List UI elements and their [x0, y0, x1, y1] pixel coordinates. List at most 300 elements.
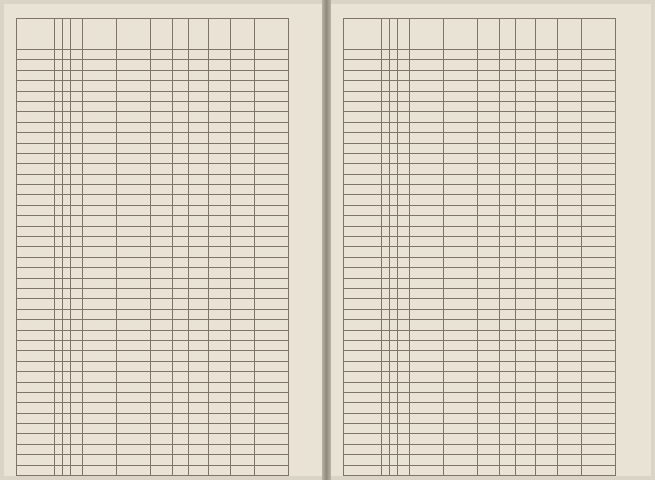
table-row	[17, 288, 289, 298]
table-cell	[83, 299, 117, 309]
table-cell	[231, 174, 255, 184]
table-cell	[444, 392, 478, 402]
table-cell	[209, 101, 231, 111]
table-cell	[410, 434, 444, 444]
table-cell	[63, 413, 71, 423]
table-cell	[83, 268, 117, 278]
table-cell	[516, 122, 536, 132]
table-cell	[255, 403, 289, 413]
table-cell	[173, 112, 189, 122]
table-cell	[500, 164, 516, 174]
table-cell	[173, 153, 189, 163]
table-cell	[478, 226, 500, 236]
table-cell	[516, 174, 536, 184]
column-header	[189, 19, 209, 50]
table-cell	[536, 112, 558, 122]
table-cell	[410, 226, 444, 236]
table-cell	[173, 455, 189, 465]
table-cell	[231, 60, 255, 70]
table-cell	[189, 153, 209, 163]
table-cell	[558, 309, 582, 319]
table-cell	[500, 216, 516, 226]
table-row	[344, 444, 616, 454]
table-cell	[478, 330, 500, 340]
table-cell	[209, 424, 231, 434]
table-cell	[444, 122, 478, 132]
table-cell	[500, 70, 516, 80]
table-cell	[173, 247, 189, 257]
table-cell	[558, 112, 582, 122]
table-cell	[382, 340, 390, 350]
table-cell	[558, 288, 582, 298]
table-cell	[117, 382, 151, 392]
table-cell	[344, 351, 382, 361]
table-cell	[398, 122, 410, 132]
table-cell	[83, 50, 117, 60]
table-cell	[151, 444, 173, 454]
table-cell	[151, 101, 173, 111]
table-cell	[17, 164, 55, 174]
table-cell	[536, 351, 558, 361]
table-cell	[582, 361, 616, 371]
table-cell	[516, 153, 536, 163]
table-cell	[117, 392, 151, 402]
column-header	[71, 19, 83, 50]
table-row	[17, 216, 289, 226]
table-cell	[444, 403, 478, 413]
table-cell	[398, 164, 410, 174]
right-page	[331, 4, 651, 476]
table-cell	[63, 372, 71, 382]
table-cell	[63, 288, 71, 298]
table-cell	[444, 278, 478, 288]
table-cell	[410, 413, 444, 423]
table-cell	[344, 91, 382, 101]
table-cell	[500, 257, 516, 267]
table-cell	[390, 50, 398, 60]
table-cell	[390, 216, 398, 226]
table-cell	[558, 403, 582, 413]
table-row	[344, 340, 616, 350]
table-cell	[151, 216, 173, 226]
table-cell	[536, 268, 558, 278]
table-cell	[71, 112, 83, 122]
table-cell	[255, 309, 289, 319]
table-cell	[390, 70, 398, 80]
table-cell	[444, 185, 478, 195]
table-cell	[558, 153, 582, 163]
table-cell	[231, 91, 255, 101]
table-cell	[189, 288, 209, 298]
table-cell	[17, 153, 55, 163]
table-cell	[398, 361, 410, 371]
table-cell	[410, 81, 444, 91]
table-cell	[558, 320, 582, 330]
table-cell	[255, 164, 289, 174]
table-cell	[151, 320, 173, 330]
table-cell	[231, 50, 255, 60]
table-cell	[17, 174, 55, 184]
table-cell	[71, 444, 83, 454]
table-cell	[478, 309, 500, 319]
table-cell	[582, 268, 616, 278]
table-cell	[582, 424, 616, 434]
table-cell	[83, 278, 117, 288]
table-cell	[444, 237, 478, 247]
table-cell	[63, 174, 71, 184]
table-row	[17, 60, 289, 70]
table-cell	[516, 247, 536, 257]
table-cell	[582, 205, 616, 215]
table-cell	[231, 70, 255, 80]
table-cell	[390, 268, 398, 278]
table-cell	[151, 185, 173, 195]
table-cell	[255, 361, 289, 371]
table-cell	[55, 288, 63, 298]
table-cell	[151, 237, 173, 247]
table-row	[17, 247, 289, 257]
table-cell	[83, 340, 117, 350]
table-cell	[255, 91, 289, 101]
table-cell	[71, 361, 83, 371]
table-cell	[344, 164, 382, 174]
table-cell	[478, 299, 500, 309]
table-cell	[71, 195, 83, 205]
table-cell	[151, 372, 173, 382]
table-cell	[558, 340, 582, 350]
table-cell	[55, 330, 63, 340]
table-cell	[231, 153, 255, 163]
table-cell	[536, 133, 558, 143]
table-cell	[410, 320, 444, 330]
table-cell	[83, 403, 117, 413]
table-cell	[444, 424, 478, 434]
table-cell	[582, 153, 616, 163]
table-cell	[63, 351, 71, 361]
table-cell	[55, 216, 63, 226]
table-cell	[500, 309, 516, 319]
table-cell	[255, 133, 289, 143]
table-cell	[189, 268, 209, 278]
table-cell	[17, 112, 55, 122]
table-cell	[17, 143, 55, 153]
table-row	[344, 50, 616, 60]
table-cell	[536, 340, 558, 350]
table-row	[17, 351, 289, 361]
table-cell	[173, 413, 189, 423]
table-cell	[231, 403, 255, 413]
table-cell	[173, 424, 189, 434]
table-cell	[255, 185, 289, 195]
table-cell	[189, 101, 209, 111]
table-cell	[231, 278, 255, 288]
table-cell	[173, 50, 189, 60]
table-cell	[231, 392, 255, 402]
table-cell	[71, 382, 83, 392]
table-cell	[500, 226, 516, 236]
column-header	[63, 19, 71, 50]
table-row	[17, 101, 289, 111]
table-cell	[410, 403, 444, 413]
table-cell	[478, 101, 500, 111]
table-cell	[209, 185, 231, 195]
table-cell	[536, 205, 558, 215]
table-cell	[63, 60, 71, 70]
table-cell	[83, 216, 117, 226]
table-cell	[382, 247, 390, 257]
table-cell	[536, 320, 558, 330]
table-cell	[173, 185, 189, 195]
table-cell	[189, 434, 209, 444]
table-cell	[344, 268, 382, 278]
left-page	[4, 4, 322, 476]
table-row	[17, 361, 289, 371]
header-row	[344, 19, 616, 50]
table-cell	[390, 133, 398, 143]
table-cell	[516, 340, 536, 350]
table-cell	[410, 60, 444, 70]
table-cell	[344, 122, 382, 132]
table-cell	[231, 101, 255, 111]
table-cell	[209, 257, 231, 267]
table-row	[344, 153, 616, 163]
table-cell	[55, 257, 63, 267]
table-cell	[444, 288, 478, 298]
table-cell	[478, 60, 500, 70]
table-cell	[117, 320, 151, 330]
table-cell	[151, 465, 173, 475]
table-cell	[558, 143, 582, 153]
table-cell	[500, 330, 516, 340]
table-cell	[71, 91, 83, 101]
table-cell	[117, 101, 151, 111]
table-cell	[255, 174, 289, 184]
table-cell	[231, 268, 255, 278]
table-cell	[55, 351, 63, 361]
table-cell	[344, 185, 382, 195]
table-cell	[382, 91, 390, 101]
table-cell	[582, 465, 616, 475]
table-cell	[83, 382, 117, 392]
table-cell	[55, 455, 63, 465]
table-cell	[209, 70, 231, 80]
table-row	[344, 361, 616, 371]
table-row	[344, 320, 616, 330]
table-cell	[151, 340, 173, 350]
table-cell	[63, 434, 71, 444]
table-cell	[17, 268, 55, 278]
table-cell	[444, 299, 478, 309]
table-cell	[390, 424, 398, 434]
table-cell	[173, 143, 189, 153]
table-cell	[209, 340, 231, 350]
table-cell	[516, 361, 536, 371]
table-cell	[63, 309, 71, 319]
table-cell	[500, 205, 516, 215]
table-cell	[231, 340, 255, 350]
table-cell	[398, 216, 410, 226]
table-cell	[255, 455, 289, 465]
column-header	[398, 19, 410, 50]
table-cell	[410, 122, 444, 132]
table-cell	[255, 320, 289, 330]
table-cell	[410, 91, 444, 101]
table-cell	[151, 247, 173, 257]
table-cell	[410, 288, 444, 298]
table-cell	[173, 216, 189, 226]
table-row	[344, 278, 616, 288]
column-header	[444, 19, 478, 50]
table-cell	[382, 455, 390, 465]
table-cell	[117, 81, 151, 91]
table-cell	[582, 340, 616, 350]
table-cell	[344, 174, 382, 184]
table-cell	[390, 288, 398, 298]
table-cell	[398, 465, 410, 475]
table-row	[344, 133, 616, 143]
table-cell	[398, 424, 410, 434]
table-cell	[173, 382, 189, 392]
table-cell	[209, 444, 231, 454]
table-cell	[410, 205, 444, 215]
table-cell	[71, 247, 83, 257]
table-cell	[536, 174, 558, 184]
table-cell	[398, 60, 410, 70]
table-row	[17, 143, 289, 153]
table-cell	[231, 413, 255, 423]
table-cell	[500, 392, 516, 402]
table-cell	[83, 185, 117, 195]
table-cell	[63, 361, 71, 371]
table-cell	[390, 413, 398, 423]
table-cell	[344, 424, 382, 434]
table-cell	[189, 216, 209, 226]
table-row	[17, 50, 289, 60]
table-cell	[231, 195, 255, 205]
table-cell	[63, 424, 71, 434]
table-cell	[382, 101, 390, 111]
table-cell	[500, 91, 516, 101]
table-cell	[382, 278, 390, 288]
table-cell	[500, 112, 516, 122]
table-cell	[173, 237, 189, 247]
table-cell	[410, 309, 444, 319]
table-cell	[151, 278, 173, 288]
table-cell	[71, 226, 83, 236]
table-cell	[344, 247, 382, 257]
table-cell	[398, 195, 410, 205]
table-cell	[478, 455, 500, 465]
table-cell	[83, 455, 117, 465]
table-cell	[117, 174, 151, 184]
table-cell	[558, 351, 582, 361]
table-cell	[516, 392, 536, 402]
table-row	[344, 195, 616, 205]
table-cell	[582, 70, 616, 80]
table-cell	[231, 455, 255, 465]
table-cell	[189, 309, 209, 319]
table-row	[344, 205, 616, 215]
table-cell	[17, 237, 55, 247]
table-cell	[255, 372, 289, 382]
table-cell	[582, 237, 616, 247]
table-cell	[582, 164, 616, 174]
table-cell	[390, 382, 398, 392]
table-cell	[255, 257, 289, 267]
table-cell	[83, 122, 117, 132]
table-cell	[231, 288, 255, 298]
table-cell	[410, 392, 444, 402]
table-cell	[582, 351, 616, 361]
table-cell	[382, 195, 390, 205]
table-cell	[189, 424, 209, 434]
table-cell	[83, 320, 117, 330]
table-cell	[151, 91, 173, 101]
table-cell	[63, 122, 71, 132]
table-cell	[558, 413, 582, 423]
table-cell	[558, 60, 582, 70]
table-cell	[117, 403, 151, 413]
table-cell	[344, 257, 382, 267]
table-cell	[536, 424, 558, 434]
table-cell	[55, 340, 63, 350]
table-cell	[151, 403, 173, 413]
table-cell	[173, 205, 189, 215]
table-cell	[209, 455, 231, 465]
column-header	[536, 19, 558, 50]
table-row	[344, 288, 616, 298]
table-cell	[209, 237, 231, 247]
table-cell	[582, 143, 616, 153]
table-cell	[55, 268, 63, 278]
table-cell	[390, 434, 398, 444]
table-cell	[189, 299, 209, 309]
table-cell	[209, 174, 231, 184]
table-cell	[173, 257, 189, 267]
table-cell	[117, 434, 151, 444]
table-cell	[231, 133, 255, 143]
table-cell	[536, 164, 558, 174]
table-cell	[231, 164, 255, 174]
table-cell	[536, 226, 558, 236]
table-row	[344, 216, 616, 226]
table-cell	[478, 444, 500, 454]
table-cell	[117, 351, 151, 361]
table-cell	[83, 372, 117, 382]
table-cell	[478, 153, 500, 163]
table-cell	[255, 465, 289, 475]
table-cell	[382, 392, 390, 402]
table-cell	[558, 330, 582, 340]
table-cell	[478, 122, 500, 132]
column-header	[582, 19, 616, 50]
table-cell	[536, 153, 558, 163]
table-cell	[500, 174, 516, 184]
table-cell	[382, 112, 390, 122]
table-cell	[151, 112, 173, 122]
table-cell	[71, 237, 83, 247]
table-cell	[117, 237, 151, 247]
table-cell	[55, 143, 63, 153]
table-cell	[582, 112, 616, 122]
table-cell	[55, 91, 63, 101]
table-cell	[382, 226, 390, 236]
table-cell	[17, 434, 55, 444]
table-cell	[63, 216, 71, 226]
table-row	[344, 424, 616, 434]
table-cell	[382, 60, 390, 70]
table-cell	[344, 361, 382, 371]
